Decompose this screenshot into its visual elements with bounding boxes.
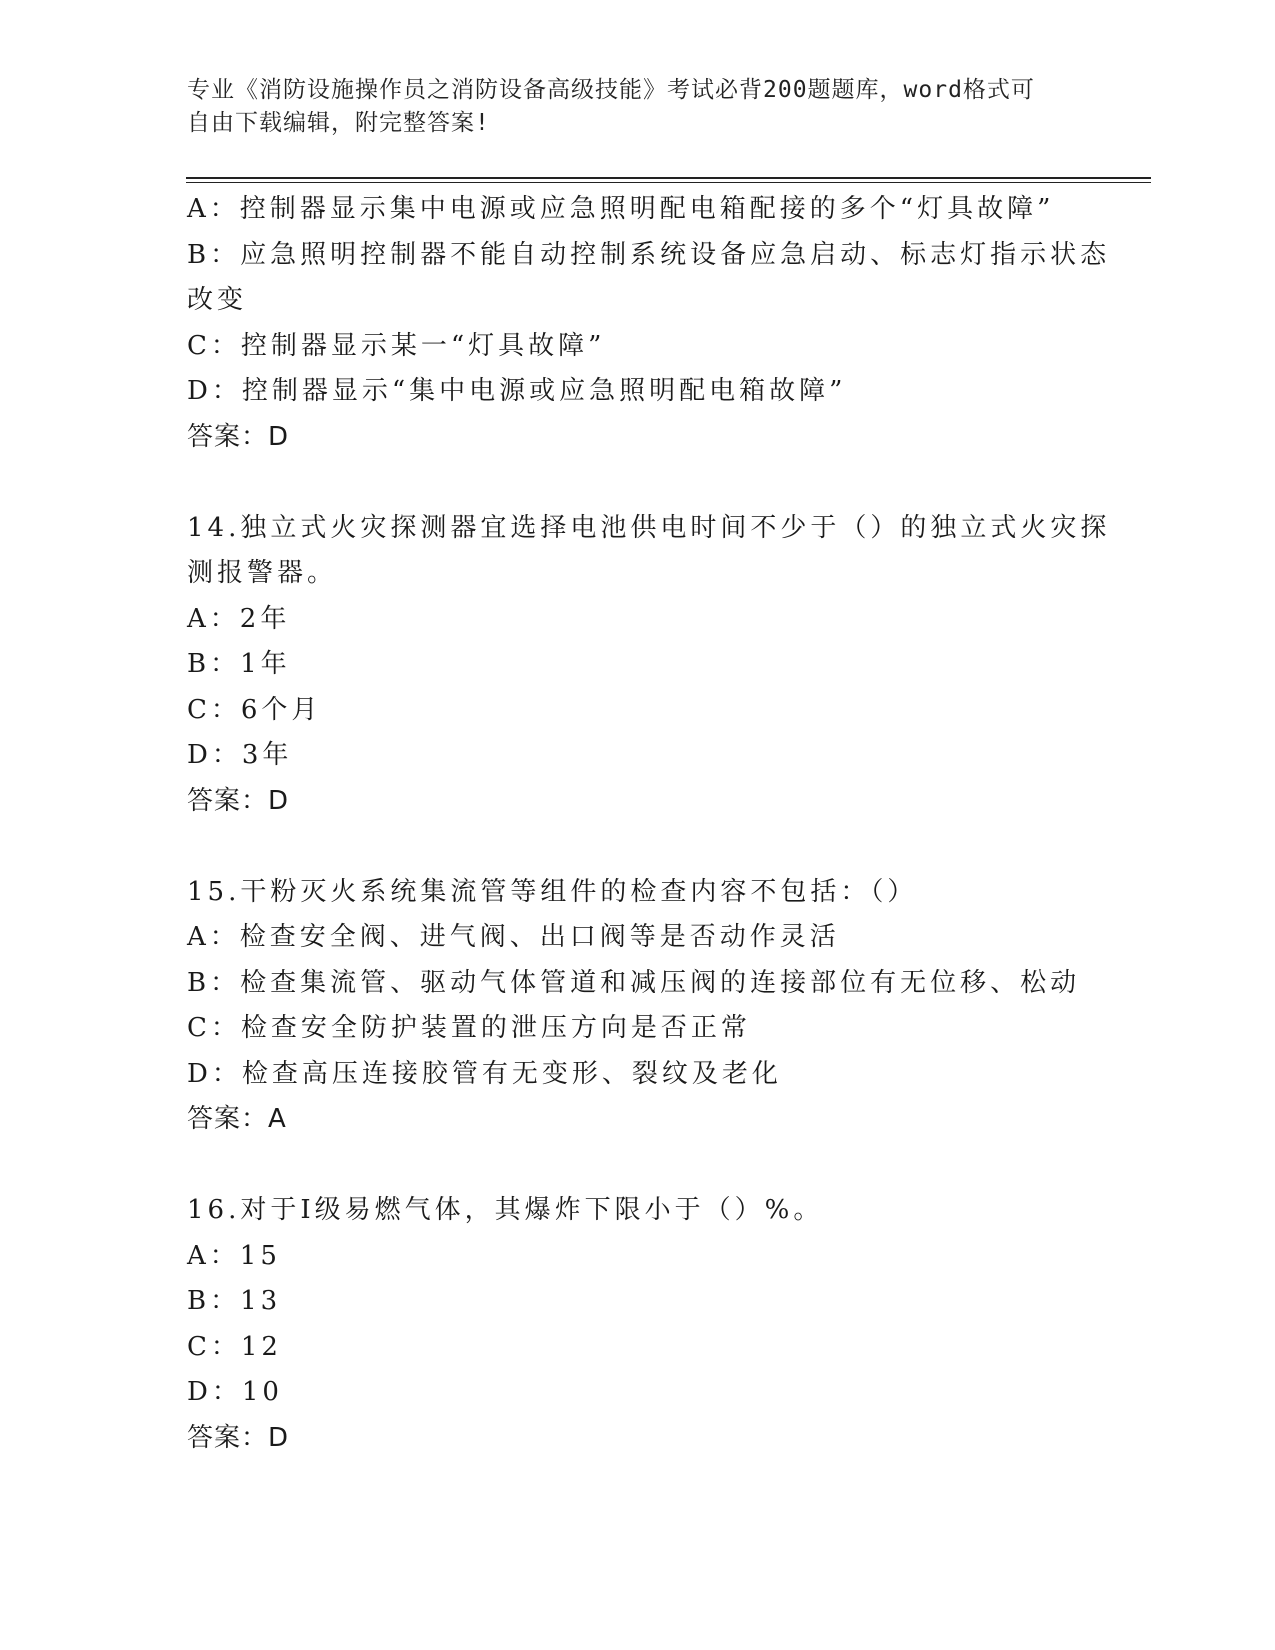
option-text-line: C：6个月: [187, 694, 322, 725]
answer-line: 答案：A: [187, 1104, 287, 1134]
option-text-line: C：检查安全防护装置的泄压方向是否正常: [187, 1013, 751, 1043]
option-item: [187, 324, 1087, 370]
question-stem-line: 测报警器。: [187, 558, 338, 588]
option-item: [187, 915, 1087, 961]
option-text-line: B：应急照明控制器不能自动控制系统设备应急启动、标志灯指示状态: [187, 239, 1111, 270]
header-line-1: 专业《消防设施操作员之消防设备高级技能》考试必背200题题库，word格式可: [187, 77, 1035, 103]
option-item: [187, 733, 1087, 779]
question-spacer: [187, 824, 1087, 870]
option-text-line: A：控制器显示集中电源或应急照明配电箱配接的多个“灯具故障”: [187, 194, 1055, 224]
option-item: [187, 233, 1111, 324]
question-block: [187, 187, 1111, 460]
header-rule-thick: [186, 177, 1151, 179]
option-text-line: 改变: [187, 285, 248, 315]
answer-line: 答案：D: [187, 785, 290, 816]
answer-line: 答案：D: [187, 421, 290, 452]
option-text-line: D：10: [187, 1377, 283, 1407]
option-text-line: C：12: [187, 1331, 282, 1362]
option-item: [187, 1279, 1087, 1325]
option-item: [187, 688, 1087, 734]
option-item: [187, 642, 1087, 688]
option-text-line: D：检查高压连接胶管有无变形、裂纹及老化: [187, 1058, 782, 1089]
option-item: [187, 1325, 1087, 1371]
header-line-2: 自由下载编辑，附完整答案!: [187, 110, 490, 136]
option-text-line: A：检查安全阀、进气阀、出口阀等是否动作灵活: [187, 922, 840, 952]
option-item: [187, 369, 1087, 415]
option-item: [187, 961, 1087, 1007]
question-block: [187, 870, 1087, 1143]
answer-line: 答案：D: [187, 1422, 290, 1453]
option-text-line: B：13: [187, 1286, 282, 1316]
option-text-line: C：控制器显示某一“灯具故障”: [187, 330, 606, 361]
question-spacer: [187, 460, 1087, 506]
question-stem-line: 16.对于Ⅰ级易燃气体，其爆炸下限小于（）%。: [187, 1195, 824, 1225]
question-block: [187, 506, 1111, 825]
option-item: [187, 1052, 1087, 1098]
question-block: [187, 1188, 1087, 1461]
header-rule-thin: [186, 182, 1151, 183]
option-text-line: D：3年: [187, 740, 293, 770]
option-item: [187, 1006, 1087, 1052]
question-list: [187, 187, 1111, 1461]
question-stem-line: 15.干粉灭火系统集流管等组件的检查内容不包括：（）: [187, 876, 918, 907]
option-text-line: B：1年: [187, 649, 291, 679]
option-text-line: D：控制器显示“集中电源或应急照明配电箱故障”: [187, 376, 847, 406]
document-header: [187, 74, 1067, 140]
option-item: [187, 1234, 1087, 1280]
option-item: [187, 1370, 1087, 1416]
question-stem-line: 14.独立式火灾探测器宜选择电池供电时间不少于（）的独立式火灾探: [187, 512, 1111, 543]
option-text-line: A：2年: [187, 603, 291, 634]
option-item: [187, 187, 1087, 233]
option-text-line: A：15: [187, 1240, 281, 1271]
option-item: [187, 597, 1087, 643]
option-text-line: B：检查集流管、驱动气体管道和减压阀的连接部位有无位移、松动: [187, 967, 1081, 998]
question-spacer: [187, 1143, 1087, 1189]
